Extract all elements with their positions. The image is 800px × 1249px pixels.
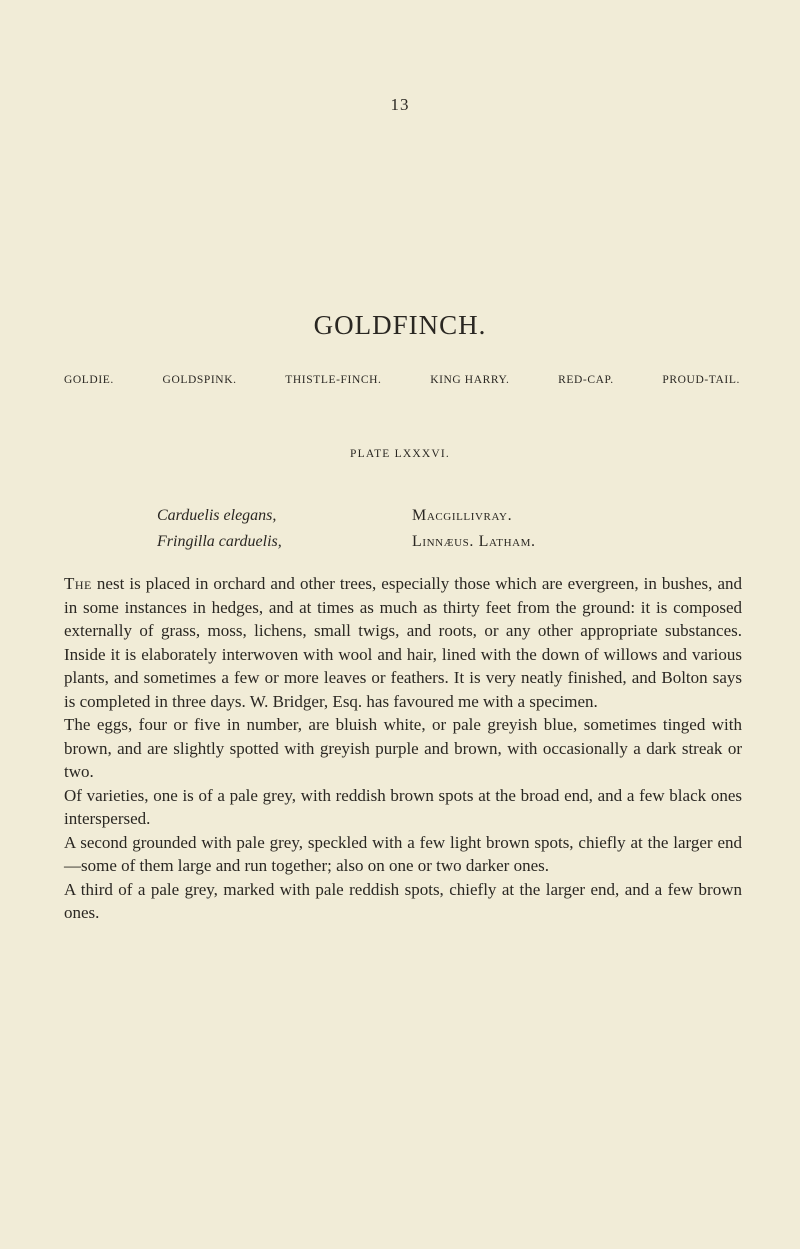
paragraph-varieties: Of varieties, one is of a pale grey, with reddish brown spots at the broad end, and a few black ones interspersed. (64, 785, 742, 828)
common-names-line (64, 374, 740, 386)
authority-name: Linnæus. Latham. (412, 533, 536, 550)
latin-name: Carduelis elegans, (157, 507, 277, 524)
page-title: GOLDFINCH. (313, 310, 487, 340)
common-name: RED-CAP. (558, 374, 614, 386)
common-name: PROUD-TAIL. (662, 374, 740, 386)
plate-reference: PLATE LXXXVI. (350, 448, 450, 460)
body-text (64, 572, 742, 925)
paragraph-third-variety: A third of a pale grey, marked with pale reddish spots, chiefly at the larger end, and a few brown ones. (64, 879, 742, 922)
latin-name: Fringilla carduelis, (157, 533, 282, 550)
common-name: THISTLE-FINCH. (285, 374, 382, 386)
paragraph-text: nest is placed in orchard and other trees, especially those which are evergreen, in bushes, and in some instances in hedges, and at times as much as thirty feet from the ground: it is composed externally of grass, moss, lichens, small twigs, and roots, or any other appropriate substances. Inside it is elaborately interwoven with wool and hair, lined with the down of willows and various plants, and sometimes a few or more leaves or feathers. It is very neatly finished, and Bolton says is completed in three days. W. Bridger, Esq. has favoured me with a specimen. (64, 574, 742, 711)
paragraph-second-variety: A second grounded with pale grey, speckled with a few light brown spots, chiefly at the larger end—some of them large and run together; also on one or two darker ones. (64, 832, 742, 875)
paragraph-nest (64, 572, 742, 713)
common-name: GOLDIE. (64, 374, 114, 386)
paragraph-eggs: The eggs, four or five in number, are bluish white, or pale greyish blue, sometimes tinged with brown, and are slightly spotted with greyish purple and brown, with occasionally a dark streak or two. (64, 715, 742, 781)
page-number: 13 (390, 95, 410, 114)
authority-name: Macgillivray. (412, 507, 513, 524)
lead-word: The (64, 574, 92, 593)
common-name: GOLDSPINK. (162, 374, 237, 386)
common-name: KING HARRY. (430, 374, 510, 386)
